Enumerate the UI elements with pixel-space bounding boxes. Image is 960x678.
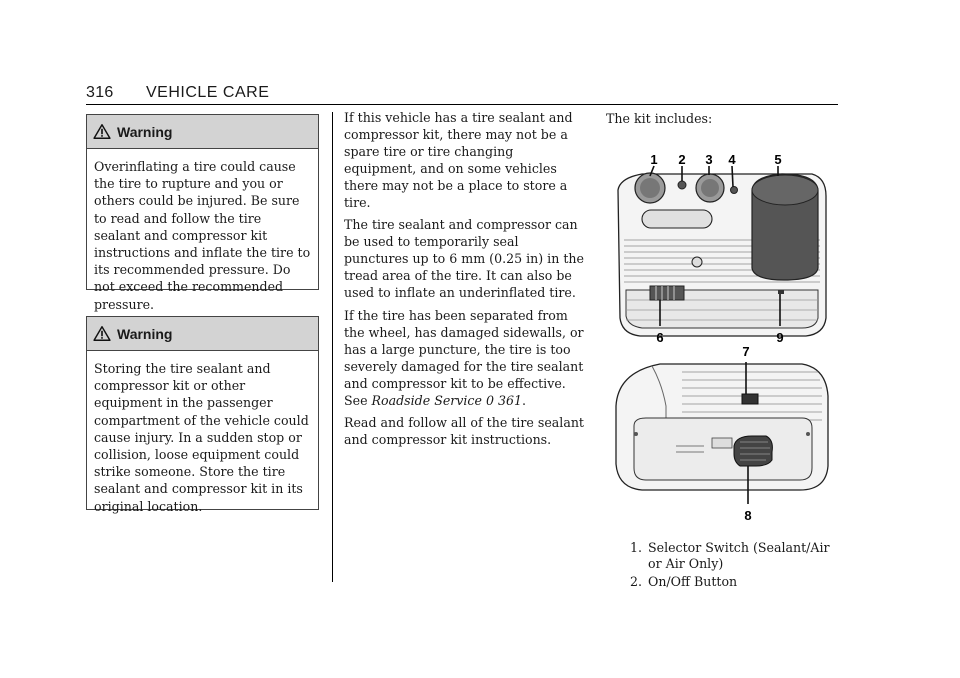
kit-parts-list	[630, 540, 838, 592]
paragraph: The tire sealant and compressor can be used to temporarily seal punctures up to 6 mm (0.25 in) in the tread area of the tire. It can also be used to inflate an underinflated tire.	[344, 217, 584, 301]
warning-text: Overinflating a tire could cause the tire to rupture and you or others could be injured. Be sure to read and follow the tire sealant and compressor kit instructions and inflate the tire to its recommended pressure. Do not exceed the recommended pressure.	[94, 159, 311, 312]
warning-text: Storing the tire sealant and compressor kit or other equipment in the passenger compartment of the vehicle could cause injury. In a sudden stop or collision, loose equipment could strike someone. Store the tire sealant and compressor kit in its original location.	[94, 361, 309, 514]
kit-bottom-view	[616, 364, 828, 490]
compressor-kit-illustration	[612, 150, 836, 530]
body-column	[344, 110, 584, 455]
list-item-number: 1.	[630, 540, 643, 555]
roadside-service-link[interactable]: Roadside Service	[371, 392, 482, 408]
paragraph: Read and follow all of the tire sealant and compressor kit instructions.	[344, 415, 584, 448]
page-ref-symbol: 0	[485, 392, 494, 408]
warning-box-overinflating	[86, 114, 319, 312]
list-item-number: 2.	[630, 574, 643, 589]
callout-9: 9	[776, 330, 784, 345]
callout-6: 6	[656, 330, 664, 345]
warning-header	[87, 317, 318, 351]
warning-box-storage	[86, 316, 319, 514]
page-ref-number[interactable]: 361	[498, 392, 523, 408]
warning-triangle-icon	[93, 325, 111, 342]
warning-title: Warning	[117, 325, 173, 342]
paragraph-text: If the tire has been separated from the wheel, has damaged sidewalls, or has a large puncture, the tire is too severely damaged for the tire sealant and compressor kit to be effective. See	[344, 307, 584, 408]
period: .	[522, 392, 527, 408]
kit-top-view	[618, 173, 826, 336]
list-item-label: Selector Switch (Sealant/Air or Air Only)	[648, 540, 830, 571]
callout-4: 4	[728, 152, 736, 167]
paragraph-roadside	[344, 308, 584, 409]
list-item	[630, 540, 838, 572]
page-number: 316	[86, 84, 114, 101]
callout-8: 8	[744, 508, 752, 523]
page-header	[86, 84, 838, 106]
warning-title: Warning	[117, 123, 173, 140]
paragraph: If this vehicle has a tire sealant and compressor kit, there may not be a spare tire or tire changing equipment, and on some vehicles there may not be a place to store a tire.	[344, 110, 573, 210]
callout-1: 1	[650, 152, 658, 167]
list-item	[630, 574, 838, 590]
warning-header	[87, 115, 318, 149]
callout-7: 7	[742, 344, 750, 359]
callout-5: 5	[774, 152, 782, 167]
column-divider	[332, 112, 333, 582]
kit-intro: The kit includes:	[606, 111, 713, 126]
header-rule	[86, 104, 838, 105]
callout-3: 3	[705, 152, 713, 167]
section-title: VEHICLE CARE	[146, 84, 270, 101]
list-item-label: On/Off Button	[648, 574, 738, 589]
warning-triangle-icon	[93, 123, 111, 140]
callout-2: 2	[678, 152, 686, 167]
